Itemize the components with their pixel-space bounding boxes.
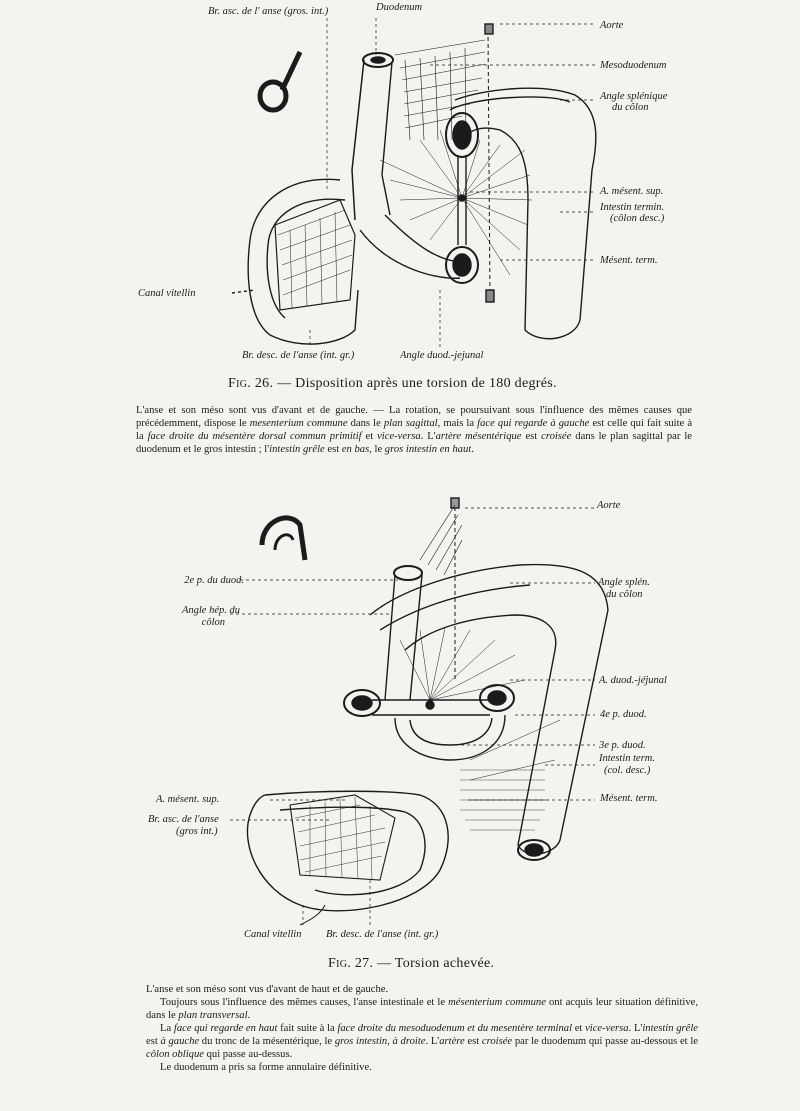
figure-27-description: [146, 983, 698, 1074]
label-a-mesent-sup: A. mésent. sup.: [600, 186, 664, 197]
fig27-para-1: L'anse et son méso sont vus d'avant de haut et de gauche.: [146, 984, 389, 995]
label-a-duod-jejunal: A. duod.-jéjunal: [599, 675, 667, 686]
label-angle-hep-2: côlon: [201, 617, 225, 628]
fig27-para-2: Toujours sous l'influence des mêmes causes, l'anse intestinale et le mésenterium commune ont acquis leur situation définitive, dans le plan transversal.: [146, 997, 699, 1021]
label-br-desc-anse-27: Br. desc. de l'anse (int. gr.): [326, 929, 439, 940]
label-aorte-27: Aorte: [597, 500, 621, 511]
label-angle-splen: Angle splén.: [598, 577, 650, 588]
label-colon-desc: (côlon desc.): [610, 213, 665, 224]
label-4e-p-duod: 4e p. duod.: [600, 709, 647, 720]
label-2e-p-duod: 2e p. du duod.: [184, 575, 244, 586]
figure-26-number: Fig. 26.: [228, 376, 274, 391]
label-gros-int-27: (gros int.): [176, 826, 218, 837]
mesentery-fan-27: [400, 628, 560, 800]
figure-27-title: — Torsion achevée.: [377, 956, 495, 971]
label-angle-splenique-2: du côlon: [612, 102, 649, 113]
label-intestin-term: Intestin term.: [599, 753, 655, 764]
fig27-para-4: Le duodenum a pris sa forme annulaire définitive.: [160, 1062, 372, 1073]
label-angle-hep: Angle hép. du: [181, 605, 240, 616]
label-br-asc-anse: Br. asc. de l' anse (gros. int.): [208, 6, 329, 17]
label-intestin-termin: Intestin termin.: [600, 202, 665, 213]
label-mesent-term: Mésent. term.: [600, 255, 658, 266]
label-col-desc: (col. desc.): [604, 765, 651, 776]
figure-27-number: Fig. 27.: [328, 956, 374, 971]
fig27-para-3: La face qui regarde en haut fait suite à la face droite du mesoduodenum et du mesentère terminal et vice-versa. L'intestin grêle est à gauche du tronc de la mésentérique, le gros intestin, à droite. L'artère est croisée par le duodenum qui passe au-dessous et le côlon oblique qui passe au-dessus.: [146, 1023, 698, 1060]
figure-26-description: L'anse et son méso sont vus d'avant et de gauche. — La rotation, se poursuivant sous l'influence des mêmes causes que précédemment, dispose le mesenterium commune dans le plan sagittal, mais la face qui regarde à gauche est celle qui fait suite à la face droite du mésentère dorsal commun primitif et vice-versa. L'artère mésentérique est croisée dans le plan sagittal par le duodenum et le gros intestin ; l'intestin grêle est en bas, le gros intestin en haut.: [136, 405, 693, 455]
label-3e-p-duod: 3e p. duod.: [599, 740, 646, 751]
label-br-desc-anse: Br. desc. de l'anse (int. gr.): [242, 350, 355, 361]
inset-diagram-27: [262, 518, 305, 560]
label-angle-splenique: Angle splénique: [600, 91, 668, 102]
figure-26-title: — Disposition après une torsion de 180 degrés.: [277, 376, 557, 391]
label-a-mesent-sup-27: A. mésent. sup.: [156, 794, 220, 805]
label-angle-splen-2: du côlon: [606, 589, 643, 600]
label-mesoduodenum: Mesoduodenum: [600, 60, 667, 71]
label-angle-duod-jejunal: Angle duod.-jejunal: [400, 350, 484, 361]
label-canal-vitellin-27: Canal vitellin: [244, 929, 302, 940]
label-duodenum: Duodenum: [376, 2, 423, 13]
label-aorte: Aorte: [600, 20, 624, 31]
figure-27-caption: [328, 956, 494, 972]
label-br-asc-anse-27: Br. asc. de l'anse: [148, 814, 219, 825]
label-canal-vitellin: Canal vitellin: [138, 288, 196, 299]
label-mesent-term-27: Mésent. term.: [600, 793, 658, 804]
